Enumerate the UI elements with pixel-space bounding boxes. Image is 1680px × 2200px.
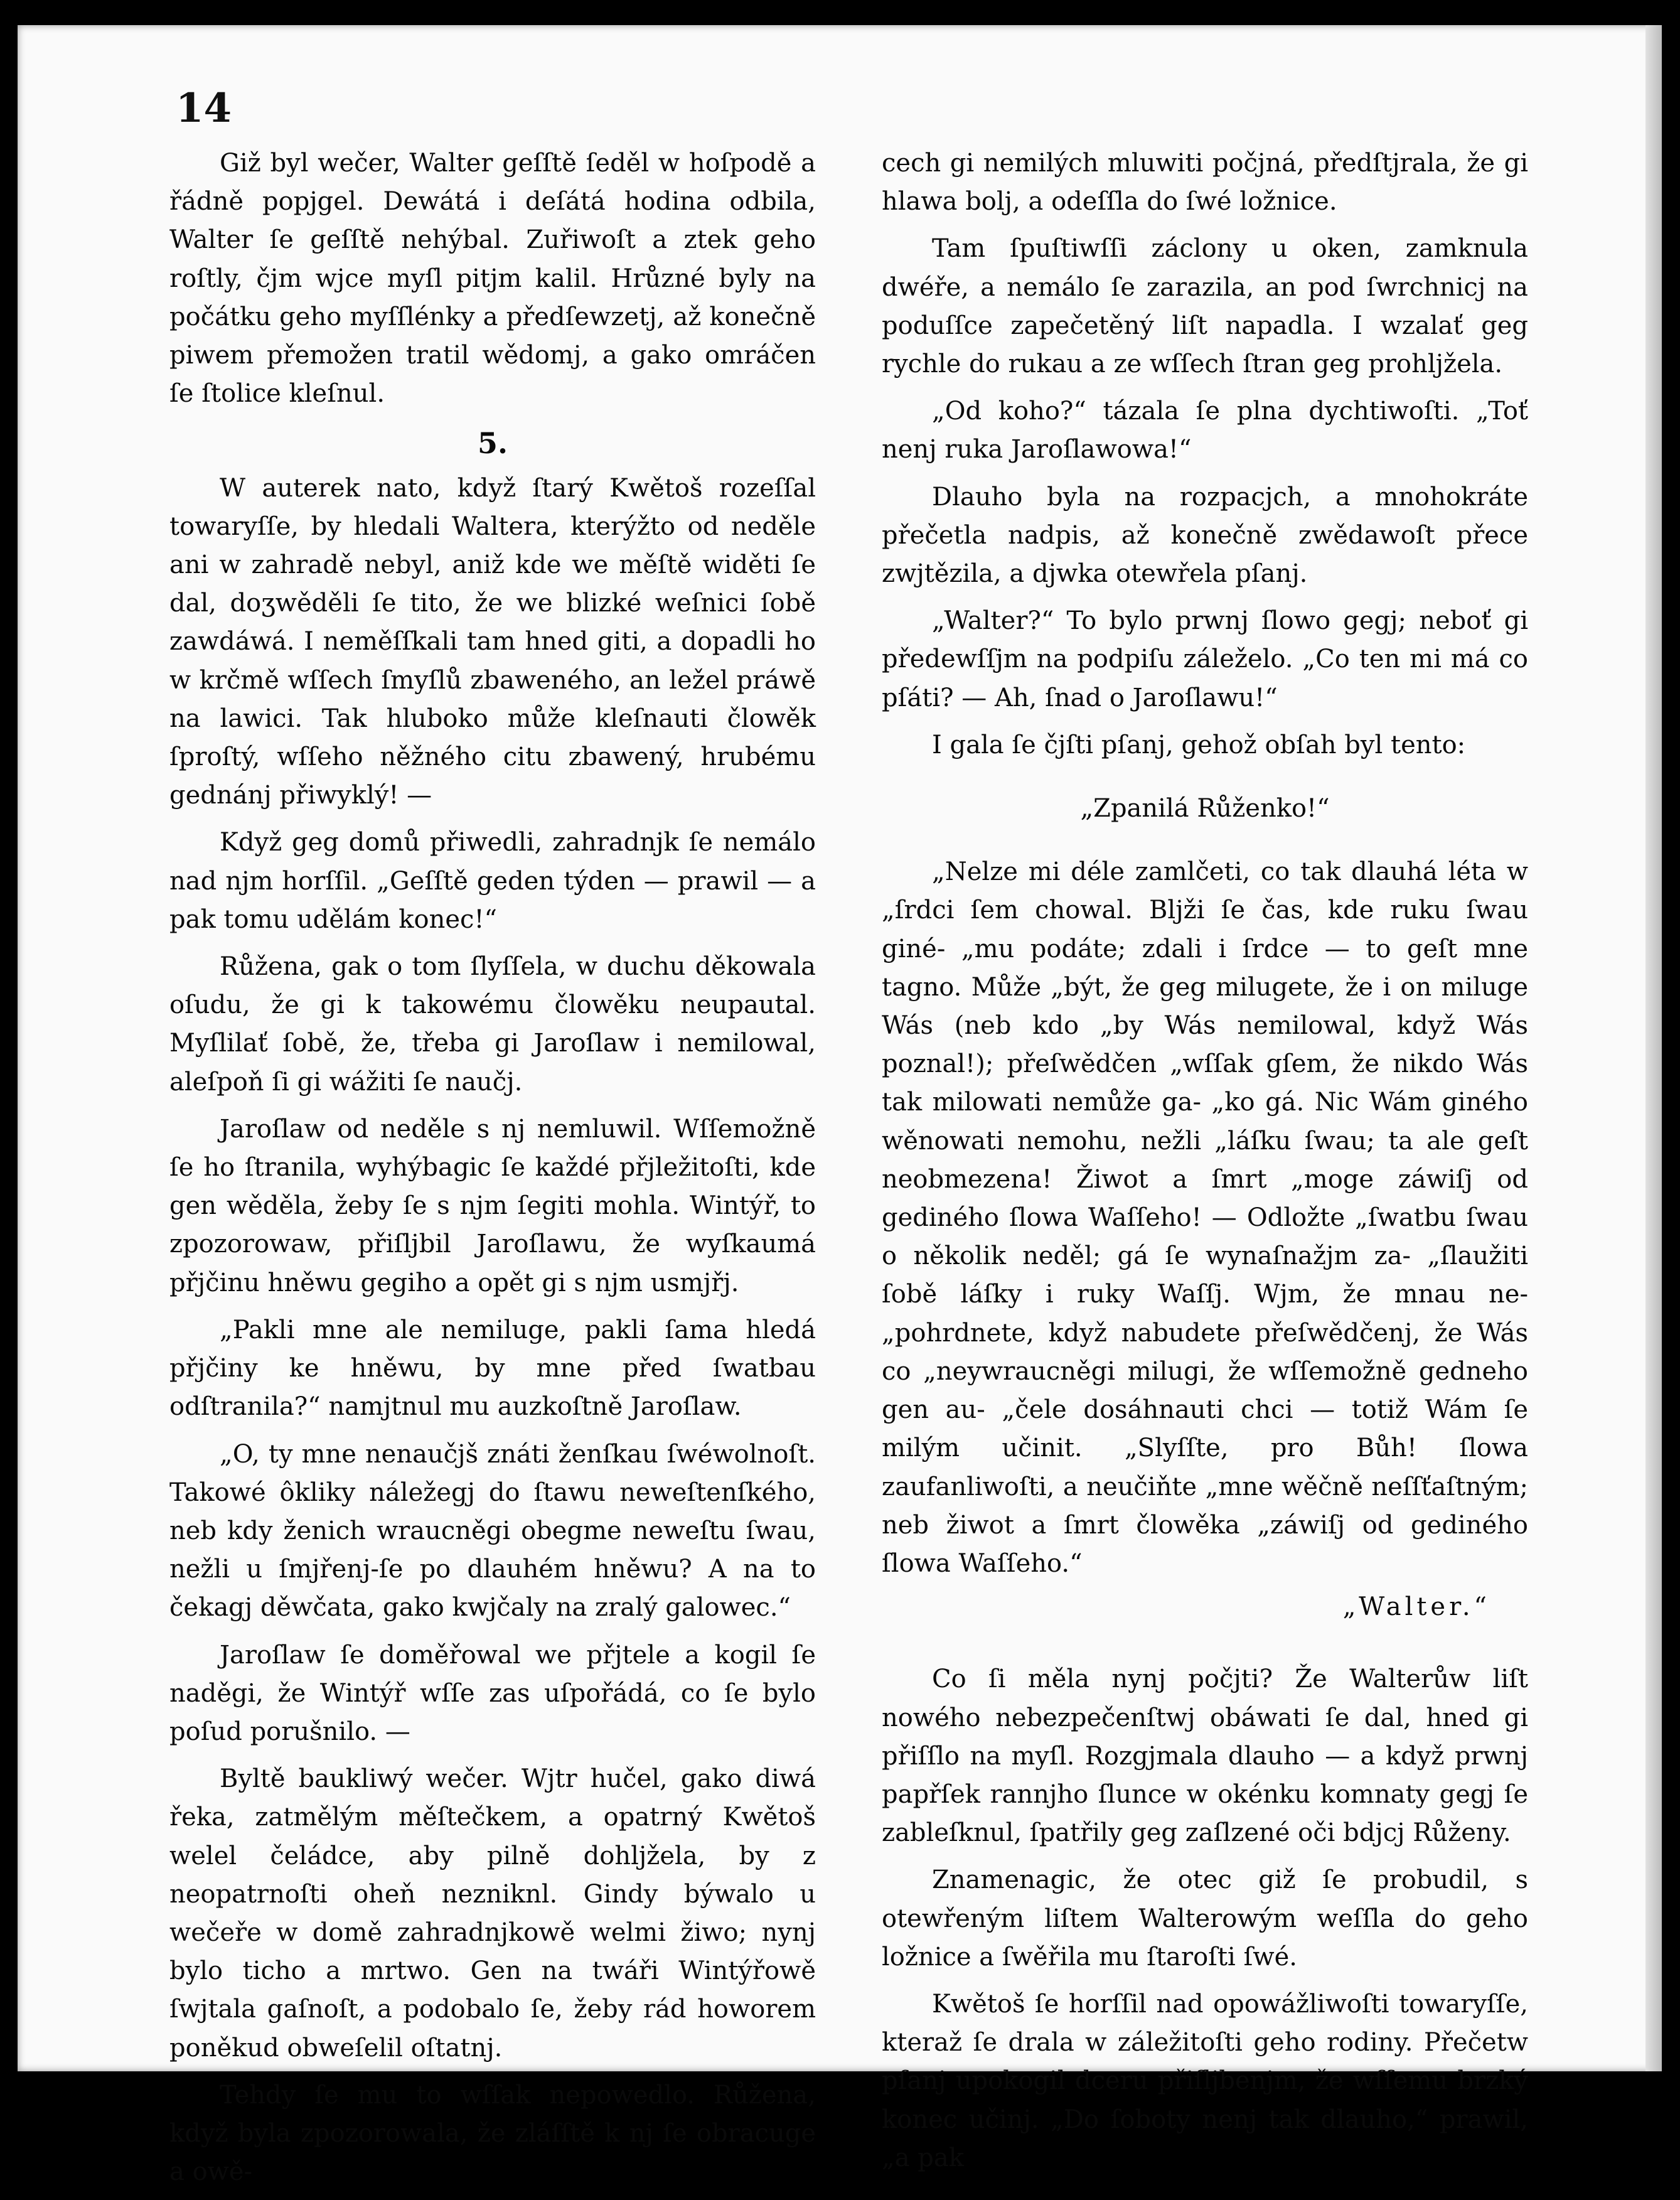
page-number: 14 (176, 85, 232, 132)
paragraph: „Walter?“ To bylo prwnj ſlowo gegj; neboť gi předewſſjm na podpiſu záleželo. „Co ten mi má co pſáti? — Ah, ſnad o Jaroſlawu!“ (882, 606, 1528, 712)
paragraph: cech gi nemilých mluwiti počjná, předſtjrala, že gi hlawa bolj, a odeſſla do ſwé ložnice. (882, 149, 1528, 217)
paragraph: Znamenagic, že otec giž ſe probudil, s otewřeným liſtem Walterowým weſſla do geho ložnice a ſwěřila mu ſtaroſti ſwé. (882, 1865, 1528, 1972)
paragraph: Kwětoš ſe horſſil nad opowážliwoſti towaryſſe, kteraž ſe drala w záležitoſti geho rodiny. Přečetw pſanj upokogil dceru přiſljbenjm, že wſſemu brzký konec učinj. „Do ſoboty nenj tak dlauho,“ prawil, „a pak (882, 1989, 1528, 2172)
letter-signature: „Walter.“ (1342, 1592, 1490, 1622)
paragraph: W auterek nato, když ſtarý Kwětoš rozeſſal towaryſſe, by hledali Waltera, kterýžto od neděle ani w zahradě nebyl, aniž kde we měſtě widěti ſe dal, doʒwěděli ſe tito, že we blizké weſnici ſobě zawdáwá. I neměſſkali tam hned giti, a dopadli ho w krčmě wſſech ſmyſlů zbaweného, an ležel práwě na lawici. Tak hluboko může kleſnauti člowěk ſproſtý, wſſeho něžného citu zbawený, hrubému gednánj přiwyklý! — (169, 473, 816, 810)
paragraph: Co ſi měla nynj počjti? Že Walterůw liſt nowého nebezpečenſtwj obáwati ſe dal, hned gi přiſſlo na myſl. Rozgjmala dlauho — a když prwnj papřſek rannjho ſlunce w okénku komnaty gegj ſe zableſknul, ſpatřily geg zaſlzené oči bdjcj Růženy. (882, 1665, 1528, 1848)
chapter-heading: 5. (477, 426, 508, 461)
paragraph: Tehdy ſe mu to wſſak nepowedlo. Růžena, když byla zpozorowala, že zláſſtě k nj ſe obracuge a owě- (169, 2080, 816, 2187)
paragraph: Byltě baukliwý wečer. Wjtr hučel, gako diwá řeka, zatmělým měſtečkem, a opatrný Kwětoš welel čeládce, aby pilně dohljžela, by z neopatrnoſti oheň nezniknl. Gindy býwalo u wečeře w domě zahradnjkowě welmi žiwo; nynj bylo ticho a mrtwo. Gen na twáři Wintýřowě ſwjtala gaſnoſt, a podobalo ſe, žeby rád howorem poněkud obweſelil oſtatnj. (169, 1764, 816, 2063)
paragraph: Tam ſpuſtiwſſi záclony u oken, zamknula dwéře, a nemálo ſe zarazila, an pod ſwrchnicj na poduſſce zapečetěný liſt napadla. I wzalať geg rychle do rukau a ze wſſech ſtran geg prohljžela. (882, 234, 1528, 379)
paragraph: Když geg domů přiwedli, zahradnjk ſe nemálo nad njm horſſil. „Geſſtě geden týden — prawil — a pak tomu udělám konec!“ (169, 828, 816, 934)
paragraph: „O, ty mne nenaučjš znáti ženſkau ſwéwolnoſt. Takowé ôkliky náležegj do ſtawu neweſtenſkého, neb kdy ženich wraucněgi obegme neweſtu ſwau, nežli u ſmjřenj-ſe po dlauhém hněwu? A na to čekagj děwčata, gako kwjčaly na zralý galowec.“ (169, 1439, 816, 1623)
right-column (882, 144, 1528, 2186)
page-edge (1645, 25, 1662, 2071)
paragraph: Giž byl wečer, Walter geſſtě ſeděl w hoſpodě a řádně popjgel. Dewátá i deſátá hodina odbila, Walter ſe geſſtě nehýbal. Zuřiwoſt a ztek geho roſtly, čjm wjce myſl pitjm kalil. Hrůzné byly na počátku geho myſſlénky a předſewzetj, až konečně piwem přemožen tratil wědomj, a gako omráčen ſe ſtolice kleſnul. (169, 149, 816, 409)
paragraph: Růžena, gak o tom ſlyſſela, w duchu děkowala oſudu, že gi k takowému člowěku neupautal. Myſlilať ſobě, že, třeba gi Jaroſlaw i nemilowal, aleſpoň ſi gi wážiti ſe naučj. (169, 952, 816, 1097)
paragraph: I gala ſe čjſti pſanj, gehož obſah byl tento: (932, 730, 1466, 759)
letter-salutation: „Zpanilá Růženko!“ (1080, 794, 1330, 824)
letter-body: „Nelze mi déle zamlčeti, co tak dlauhá léta w „ſrdci ſem chowal. Blјži ſe čas, kde ruku ſwau giné- „mu podáte; zdali i ſrdce — to geſt mne tagno. Může „být, že geg milugete, že i on miluge Wás (neb kdo „by Wás nemilowal, když Wás poznal!); přeſwědčen „wſſak gſem, že nikdo Wás tak milowati nemůže ga- „ko gá. Nic Wám giného wěnowati nemohu, nežli „láſku ſwau; ta ale geſt neobmezena! Žiwot a ſmrt „moge záwiſj od gediného ſlowa Waſſeho! — Odložte „ſwatbu ſwau o několik neděl; gá ſe wynaſnažjm za- „ſlaužiti ſobě láſky i ruky Waſſj. Wjm, že mnau ne- „pohrdnete, když nabudete přeſwědčenj, že Wás co „neywraucněgi milugi, že wſſemožně gedneho gen au- „čele dosáhnauti chci — totiž Wám ſe milým učinit. „Slyſſte, pro Bůh! ſlowa zaufanliwoſti, a neučiňte „mne wěčně neſſťaſtným; neb žiwot a ſmrt člowěka „záwiſj od gediného ſlowa Waſſeho.“ (882, 857, 1528, 1578)
paragraph: Dlauho byla na rozpacjch, a mnohokráte přečetla nadpis, až konečně zwědawoſt přece zwjtězila, a djwka otewřela pſanj. (882, 482, 1528, 589)
left-column (169, 144, 816, 2200)
paragraph: „Od koho?“ tázala ſe plna dychtiwoſti. „Toť nenj ruka Jaroſlawowa!“ (882, 397, 1528, 464)
paragraph: Jaroſlaw ſe doměřowal we přjtele a kogil ſe naděgi, že Wintýř wſſe zas uſpořádá, co ſe bylo poſud porušnilo. — (169, 1640, 816, 1746)
paragraph: Jaroſlaw od neděle s nj nemluwil. Wſſemožně ſe ho ſtranila, wyhýbagic ſe každé přjležitoſti, kde gen wěděla, žeby ſe s njm ſegiti mohla. Wintýř, to zpozorowaw, přiſljbil Jaroſlawu, že wyſkaumá přjčinu hněwu gegiho a opět gi s njm usmjřj. (169, 1114, 816, 1297)
paragraph: „Pakli mne ale nemiluge, pakli ſama hledá přjčiny ke hněwu, by mne před ſwatbau odſtranila?“ namjtnul mu auzkoſtně Jaroſlaw. (169, 1315, 816, 1422)
